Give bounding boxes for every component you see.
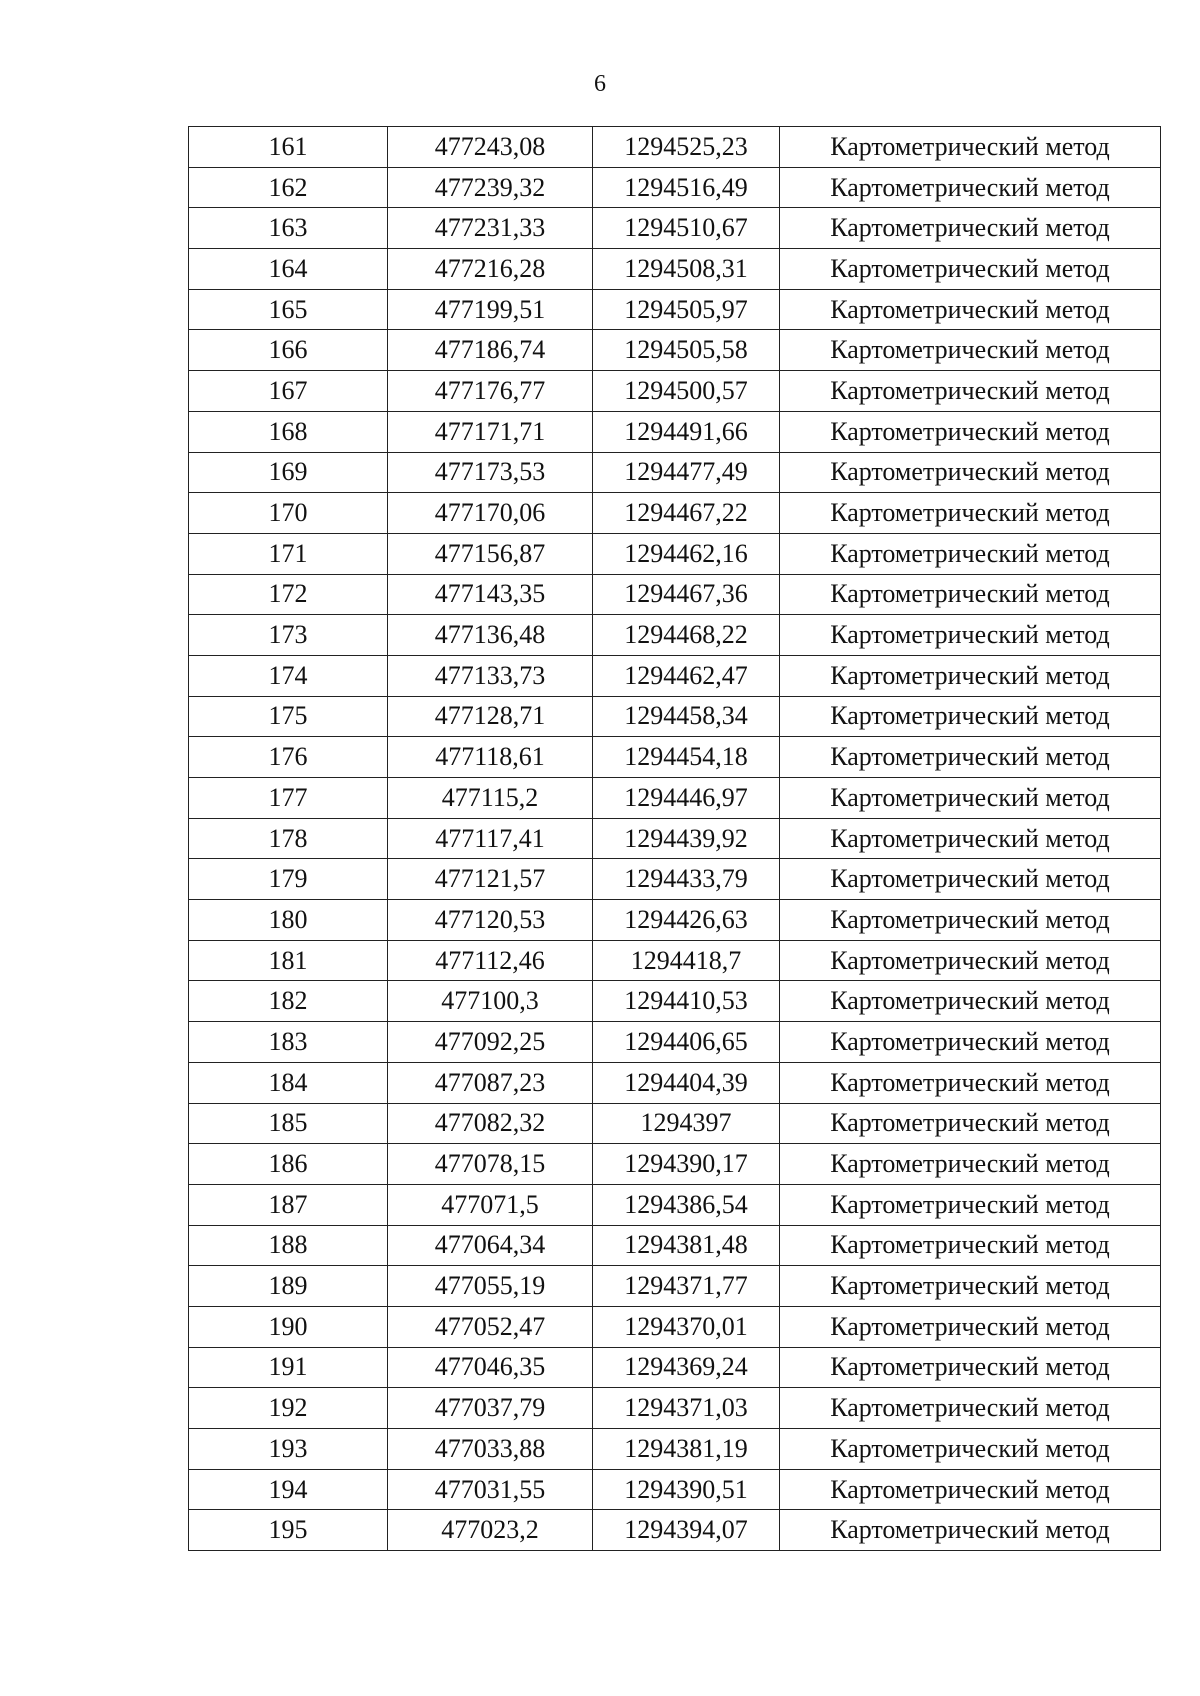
method-cell: Картометрический метод bbox=[780, 615, 1161, 656]
x-coordinate-cell: 477121,57 bbox=[388, 859, 593, 900]
table-row bbox=[189, 1062, 1161, 1103]
point-number-cell: 183 bbox=[189, 1022, 388, 1063]
x-coordinate-cell: 477037,79 bbox=[388, 1388, 593, 1429]
table-row bbox=[189, 900, 1161, 941]
method-cell: Картометрический метод bbox=[780, 1022, 1161, 1063]
method-cell: Картометрический метод bbox=[780, 1306, 1161, 1347]
method-cell: Картометрический метод bbox=[780, 778, 1161, 819]
y-coordinate-cell: 1294370,01 bbox=[593, 1306, 780, 1347]
table-row bbox=[189, 127, 1161, 168]
x-coordinate-cell: 477033,88 bbox=[388, 1429, 593, 1470]
x-coordinate-cell: 477136,48 bbox=[388, 615, 593, 656]
point-number-cell: 186 bbox=[189, 1144, 388, 1185]
table-row bbox=[189, 493, 1161, 534]
y-coordinate-cell: 1294516,49 bbox=[593, 167, 780, 208]
method-cell: Картометрический метод bbox=[780, 371, 1161, 412]
table-row bbox=[189, 1429, 1161, 1470]
point-number-cell: 193 bbox=[189, 1429, 388, 1470]
y-coordinate-cell: 1294418,7 bbox=[593, 940, 780, 981]
table-row bbox=[189, 981, 1161, 1022]
table-row bbox=[189, 533, 1161, 574]
y-coordinate-cell: 1294381,19 bbox=[593, 1429, 780, 1470]
y-coordinate-cell: 1294491,66 bbox=[593, 411, 780, 452]
coordinates-table-body bbox=[189, 127, 1161, 1551]
point-number-cell: 194 bbox=[189, 1469, 388, 1510]
y-coordinate-cell: 1294462,16 bbox=[593, 533, 780, 574]
x-coordinate-cell: 477243,08 bbox=[388, 127, 593, 168]
table-row bbox=[189, 371, 1161, 412]
x-coordinate-cell: 477186,74 bbox=[388, 330, 593, 371]
x-coordinate-cell: 477173,53 bbox=[388, 452, 593, 493]
point-number-cell: 173 bbox=[189, 615, 388, 656]
point-number-cell: 165 bbox=[189, 289, 388, 330]
x-coordinate-cell: 477120,53 bbox=[388, 900, 593, 941]
point-number-cell: 182 bbox=[189, 981, 388, 1022]
method-cell: Картометрический метод bbox=[780, 859, 1161, 900]
table-row bbox=[189, 1306, 1161, 1347]
y-coordinate-cell: 1294404,39 bbox=[593, 1062, 780, 1103]
y-coordinate-cell: 1294508,31 bbox=[593, 249, 780, 290]
y-coordinate-cell: 1294426,63 bbox=[593, 900, 780, 941]
x-coordinate-cell: 477171,71 bbox=[388, 411, 593, 452]
y-coordinate-cell: 1294458,34 bbox=[593, 696, 780, 737]
point-number-cell: 191 bbox=[189, 1347, 388, 1388]
x-coordinate-cell: 477087,23 bbox=[388, 1062, 593, 1103]
point-number-cell: 168 bbox=[189, 411, 388, 452]
x-coordinate-cell: 477143,35 bbox=[388, 574, 593, 615]
table-row bbox=[189, 737, 1161, 778]
table-row bbox=[189, 696, 1161, 737]
method-cell: Картометрический метод bbox=[780, 1469, 1161, 1510]
point-number-cell: 192 bbox=[189, 1388, 388, 1429]
y-coordinate-cell: 1294397 bbox=[593, 1103, 780, 1144]
point-number-cell: 181 bbox=[189, 940, 388, 981]
method-cell: Картометрический метод bbox=[780, 574, 1161, 615]
x-coordinate-cell: 477023,2 bbox=[388, 1510, 593, 1551]
y-coordinate-cell: 1294510,67 bbox=[593, 208, 780, 249]
point-number-cell: 171 bbox=[189, 533, 388, 574]
method-cell: Картометрический метод bbox=[780, 737, 1161, 778]
y-coordinate-cell: 1294386,54 bbox=[593, 1184, 780, 1225]
table-row bbox=[189, 289, 1161, 330]
x-coordinate-cell: 477199,51 bbox=[388, 289, 593, 330]
point-number-cell: 178 bbox=[189, 818, 388, 859]
x-coordinate-cell: 477031,55 bbox=[388, 1469, 593, 1510]
table-row bbox=[189, 615, 1161, 656]
method-cell: Картометрический метод bbox=[780, 533, 1161, 574]
x-coordinate-cell: 477064,34 bbox=[388, 1225, 593, 1266]
table-row bbox=[189, 1225, 1161, 1266]
y-coordinate-cell: 1294505,97 bbox=[593, 289, 780, 330]
y-coordinate-cell: 1294390,51 bbox=[593, 1469, 780, 1510]
method-cell: Картометрический метод bbox=[780, 127, 1161, 168]
table-row bbox=[189, 940, 1161, 981]
x-coordinate-cell: 477052,47 bbox=[388, 1306, 593, 1347]
y-coordinate-cell: 1294433,79 bbox=[593, 859, 780, 900]
method-cell: Картометрический метод bbox=[780, 981, 1161, 1022]
x-coordinate-cell: 477112,46 bbox=[388, 940, 593, 981]
x-coordinate-cell: 477071,5 bbox=[388, 1184, 593, 1225]
x-coordinate-cell: 477176,77 bbox=[388, 371, 593, 412]
x-coordinate-cell: 477055,19 bbox=[388, 1266, 593, 1307]
method-cell: Картометрический метод bbox=[780, 696, 1161, 737]
method-cell: Картометрический метод bbox=[780, 1266, 1161, 1307]
table-row bbox=[189, 452, 1161, 493]
point-number-cell: 177 bbox=[189, 778, 388, 819]
point-number-cell: 180 bbox=[189, 900, 388, 941]
method-cell: Картометрический метод bbox=[780, 208, 1161, 249]
method-cell: Картометрический метод bbox=[780, 493, 1161, 534]
x-coordinate-cell: 477082,32 bbox=[388, 1103, 593, 1144]
x-coordinate-cell: 477046,35 bbox=[388, 1347, 593, 1388]
x-coordinate-cell: 477128,71 bbox=[388, 696, 593, 737]
point-number-cell: 176 bbox=[189, 737, 388, 778]
x-coordinate-cell: 477170,06 bbox=[388, 493, 593, 534]
point-number-cell: 163 bbox=[189, 208, 388, 249]
table-row bbox=[189, 1184, 1161, 1225]
method-cell: Картометрический метод bbox=[780, 411, 1161, 452]
y-coordinate-cell: 1294369,24 bbox=[593, 1347, 780, 1388]
method-cell: Картометрический метод bbox=[780, 1184, 1161, 1225]
point-number-cell: 188 bbox=[189, 1225, 388, 1266]
method-cell: Картометрический метод bbox=[780, 655, 1161, 696]
method-cell: Картометрический метод bbox=[780, 1225, 1161, 1266]
table-row bbox=[189, 1022, 1161, 1063]
table-row bbox=[189, 778, 1161, 819]
y-coordinate-cell: 1294446,97 bbox=[593, 778, 780, 819]
table-row bbox=[189, 411, 1161, 452]
table-row bbox=[189, 859, 1161, 900]
x-coordinate-cell: 477115,2 bbox=[388, 778, 593, 819]
table-row bbox=[189, 1469, 1161, 1510]
y-coordinate-cell: 1294454,18 bbox=[593, 737, 780, 778]
y-coordinate-cell: 1294462,47 bbox=[593, 655, 780, 696]
y-coordinate-cell: 1294381,48 bbox=[593, 1225, 780, 1266]
x-coordinate-cell: 477133,73 bbox=[388, 655, 593, 696]
point-number-cell: 166 bbox=[189, 330, 388, 371]
method-cell: Картометрический метод bbox=[780, 452, 1161, 493]
table-row bbox=[189, 1144, 1161, 1185]
table-row bbox=[189, 1388, 1161, 1429]
x-coordinate-cell: 477092,25 bbox=[388, 1022, 593, 1063]
table-row bbox=[189, 818, 1161, 859]
point-number-cell: 185 bbox=[189, 1103, 388, 1144]
method-cell: Картометрический метод bbox=[780, 940, 1161, 981]
point-number-cell: 164 bbox=[189, 249, 388, 290]
table-row bbox=[189, 330, 1161, 371]
y-coordinate-cell: 1294394,07 bbox=[593, 1510, 780, 1551]
table-row bbox=[189, 1266, 1161, 1307]
point-number-cell: 167 bbox=[189, 371, 388, 412]
y-coordinate-cell: 1294371,77 bbox=[593, 1266, 780, 1307]
table-row bbox=[189, 208, 1161, 249]
y-coordinate-cell: 1294410,53 bbox=[593, 981, 780, 1022]
method-cell: Картометрический метод bbox=[780, 900, 1161, 941]
x-coordinate-cell: 477239,32 bbox=[388, 167, 593, 208]
method-cell: Картометрический метод bbox=[780, 1144, 1161, 1185]
method-cell: Картометрический метод bbox=[780, 289, 1161, 330]
method-cell: Картометрический метод bbox=[780, 1062, 1161, 1103]
table-row bbox=[189, 167, 1161, 208]
y-coordinate-cell: 1294467,22 bbox=[593, 493, 780, 534]
point-number-cell: 195 bbox=[189, 1510, 388, 1551]
y-coordinate-cell: 1294371,03 bbox=[593, 1388, 780, 1429]
method-cell: Картометрический метод bbox=[780, 1388, 1161, 1429]
x-coordinate-cell: 477118,61 bbox=[388, 737, 593, 778]
y-coordinate-cell: 1294439,92 bbox=[593, 818, 780, 859]
point-number-cell: 172 bbox=[189, 574, 388, 615]
point-number-cell: 179 bbox=[189, 859, 388, 900]
method-cell: Картометрический метод bbox=[780, 1510, 1161, 1551]
method-cell: Картометрический метод bbox=[780, 1103, 1161, 1144]
method-cell: Картометрический метод bbox=[780, 167, 1161, 208]
y-coordinate-cell: 1294406,65 bbox=[593, 1022, 780, 1063]
method-cell: Картометрический метод bbox=[780, 1429, 1161, 1470]
y-coordinate-cell: 1294505,58 bbox=[593, 330, 780, 371]
point-number-cell: 184 bbox=[189, 1062, 388, 1103]
coordinates-table bbox=[188, 126, 1161, 1551]
y-coordinate-cell: 1294390,17 bbox=[593, 1144, 780, 1185]
y-coordinate-cell: 1294468,22 bbox=[593, 615, 780, 656]
point-number-cell: 190 bbox=[189, 1306, 388, 1347]
table-row bbox=[189, 1103, 1161, 1144]
table-row bbox=[189, 1510, 1161, 1551]
point-number-cell: 187 bbox=[189, 1184, 388, 1225]
point-number-cell: 174 bbox=[189, 655, 388, 696]
x-coordinate-cell: 477100,3 bbox=[388, 981, 593, 1022]
x-coordinate-cell: 477231,33 bbox=[388, 208, 593, 249]
method-cell: Картометрический метод bbox=[780, 249, 1161, 290]
point-number-cell: 189 bbox=[189, 1266, 388, 1307]
y-coordinate-cell: 1294477,49 bbox=[593, 452, 780, 493]
y-coordinate-cell: 1294500,57 bbox=[593, 371, 780, 412]
point-number-cell: 175 bbox=[189, 696, 388, 737]
x-coordinate-cell: 477216,28 bbox=[388, 249, 593, 290]
point-number-cell: 162 bbox=[189, 167, 388, 208]
page-number: 6 bbox=[594, 71, 606, 97]
x-coordinate-cell: 477078,15 bbox=[388, 1144, 593, 1185]
x-coordinate-cell: 477156,87 bbox=[388, 533, 593, 574]
table-row bbox=[189, 574, 1161, 615]
method-cell: Картометрический метод bbox=[780, 818, 1161, 859]
point-number-cell: 161 bbox=[189, 127, 388, 168]
y-coordinate-cell: 1294525,23 bbox=[593, 127, 780, 168]
x-coordinate-cell: 477117,41 bbox=[388, 818, 593, 859]
table-row bbox=[189, 655, 1161, 696]
point-number-cell: 169 bbox=[189, 452, 388, 493]
method-cell: Картометрический метод bbox=[780, 330, 1161, 371]
table-row bbox=[189, 1347, 1161, 1388]
table-row bbox=[189, 249, 1161, 290]
method-cell: Картометрический метод bbox=[780, 1347, 1161, 1388]
point-number-cell: 170 bbox=[189, 493, 388, 534]
y-coordinate-cell: 1294467,36 bbox=[593, 574, 780, 615]
